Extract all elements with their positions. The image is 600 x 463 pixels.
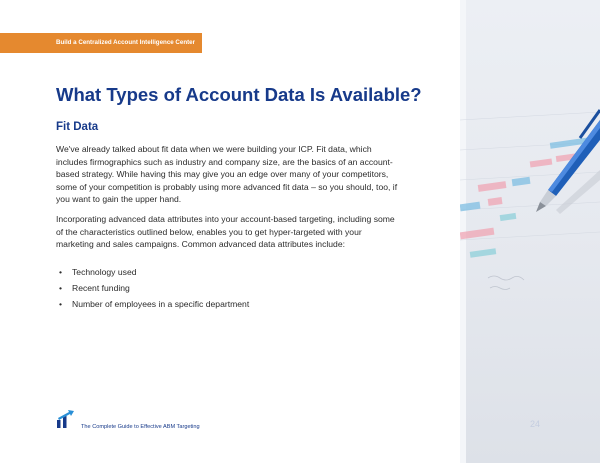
- section-subheading: Fit Data: [56, 121, 99, 133]
- list-item: • Recent funding: [56, 280, 249, 296]
- chart-with-pen-photo: [460, 0, 600, 463]
- body-paragraph-1: We've already talked about fit data when we were building your ICP. Fit data, which includes firmographics such as industry and company size, are the basics of an account-based strategy. While having this may give you an edge over many of your competitors, some of your competition is probably using more advanced fit data – so you should, too, if you want to gain the upper hand.: [56, 144, 398, 204]
- photo-illustration: [460, 0, 600, 463]
- body-paragraph-2: Incorporating advanced data attributes into your account-based targeting, including some of the characteristics outlined below, enables you to get hyper-targeted with your marketing and sales campaigns. Common advanced data attributes include:: [56, 214, 395, 249]
- attribute-bullet-list: [56, 264, 249, 312]
- section-label-banner: [0, 33, 202, 53]
- footer-guide-title: The Complete Guide to Effective ABM Targeting: [81, 424, 200, 430]
- list-item: • Number of employees in a specific department: [56, 296, 249, 312]
- bar-arrow-logo-icon: [56, 410, 74, 428]
- list-item: • Technology used: [56, 264, 249, 280]
- section-label-text: Build a Centralized Account Intelligence Center: [56, 39, 196, 46]
- page-number: 24: [530, 419, 541, 429]
- page-title: What Types of Account Data Is Available?: [56, 84, 422, 105]
